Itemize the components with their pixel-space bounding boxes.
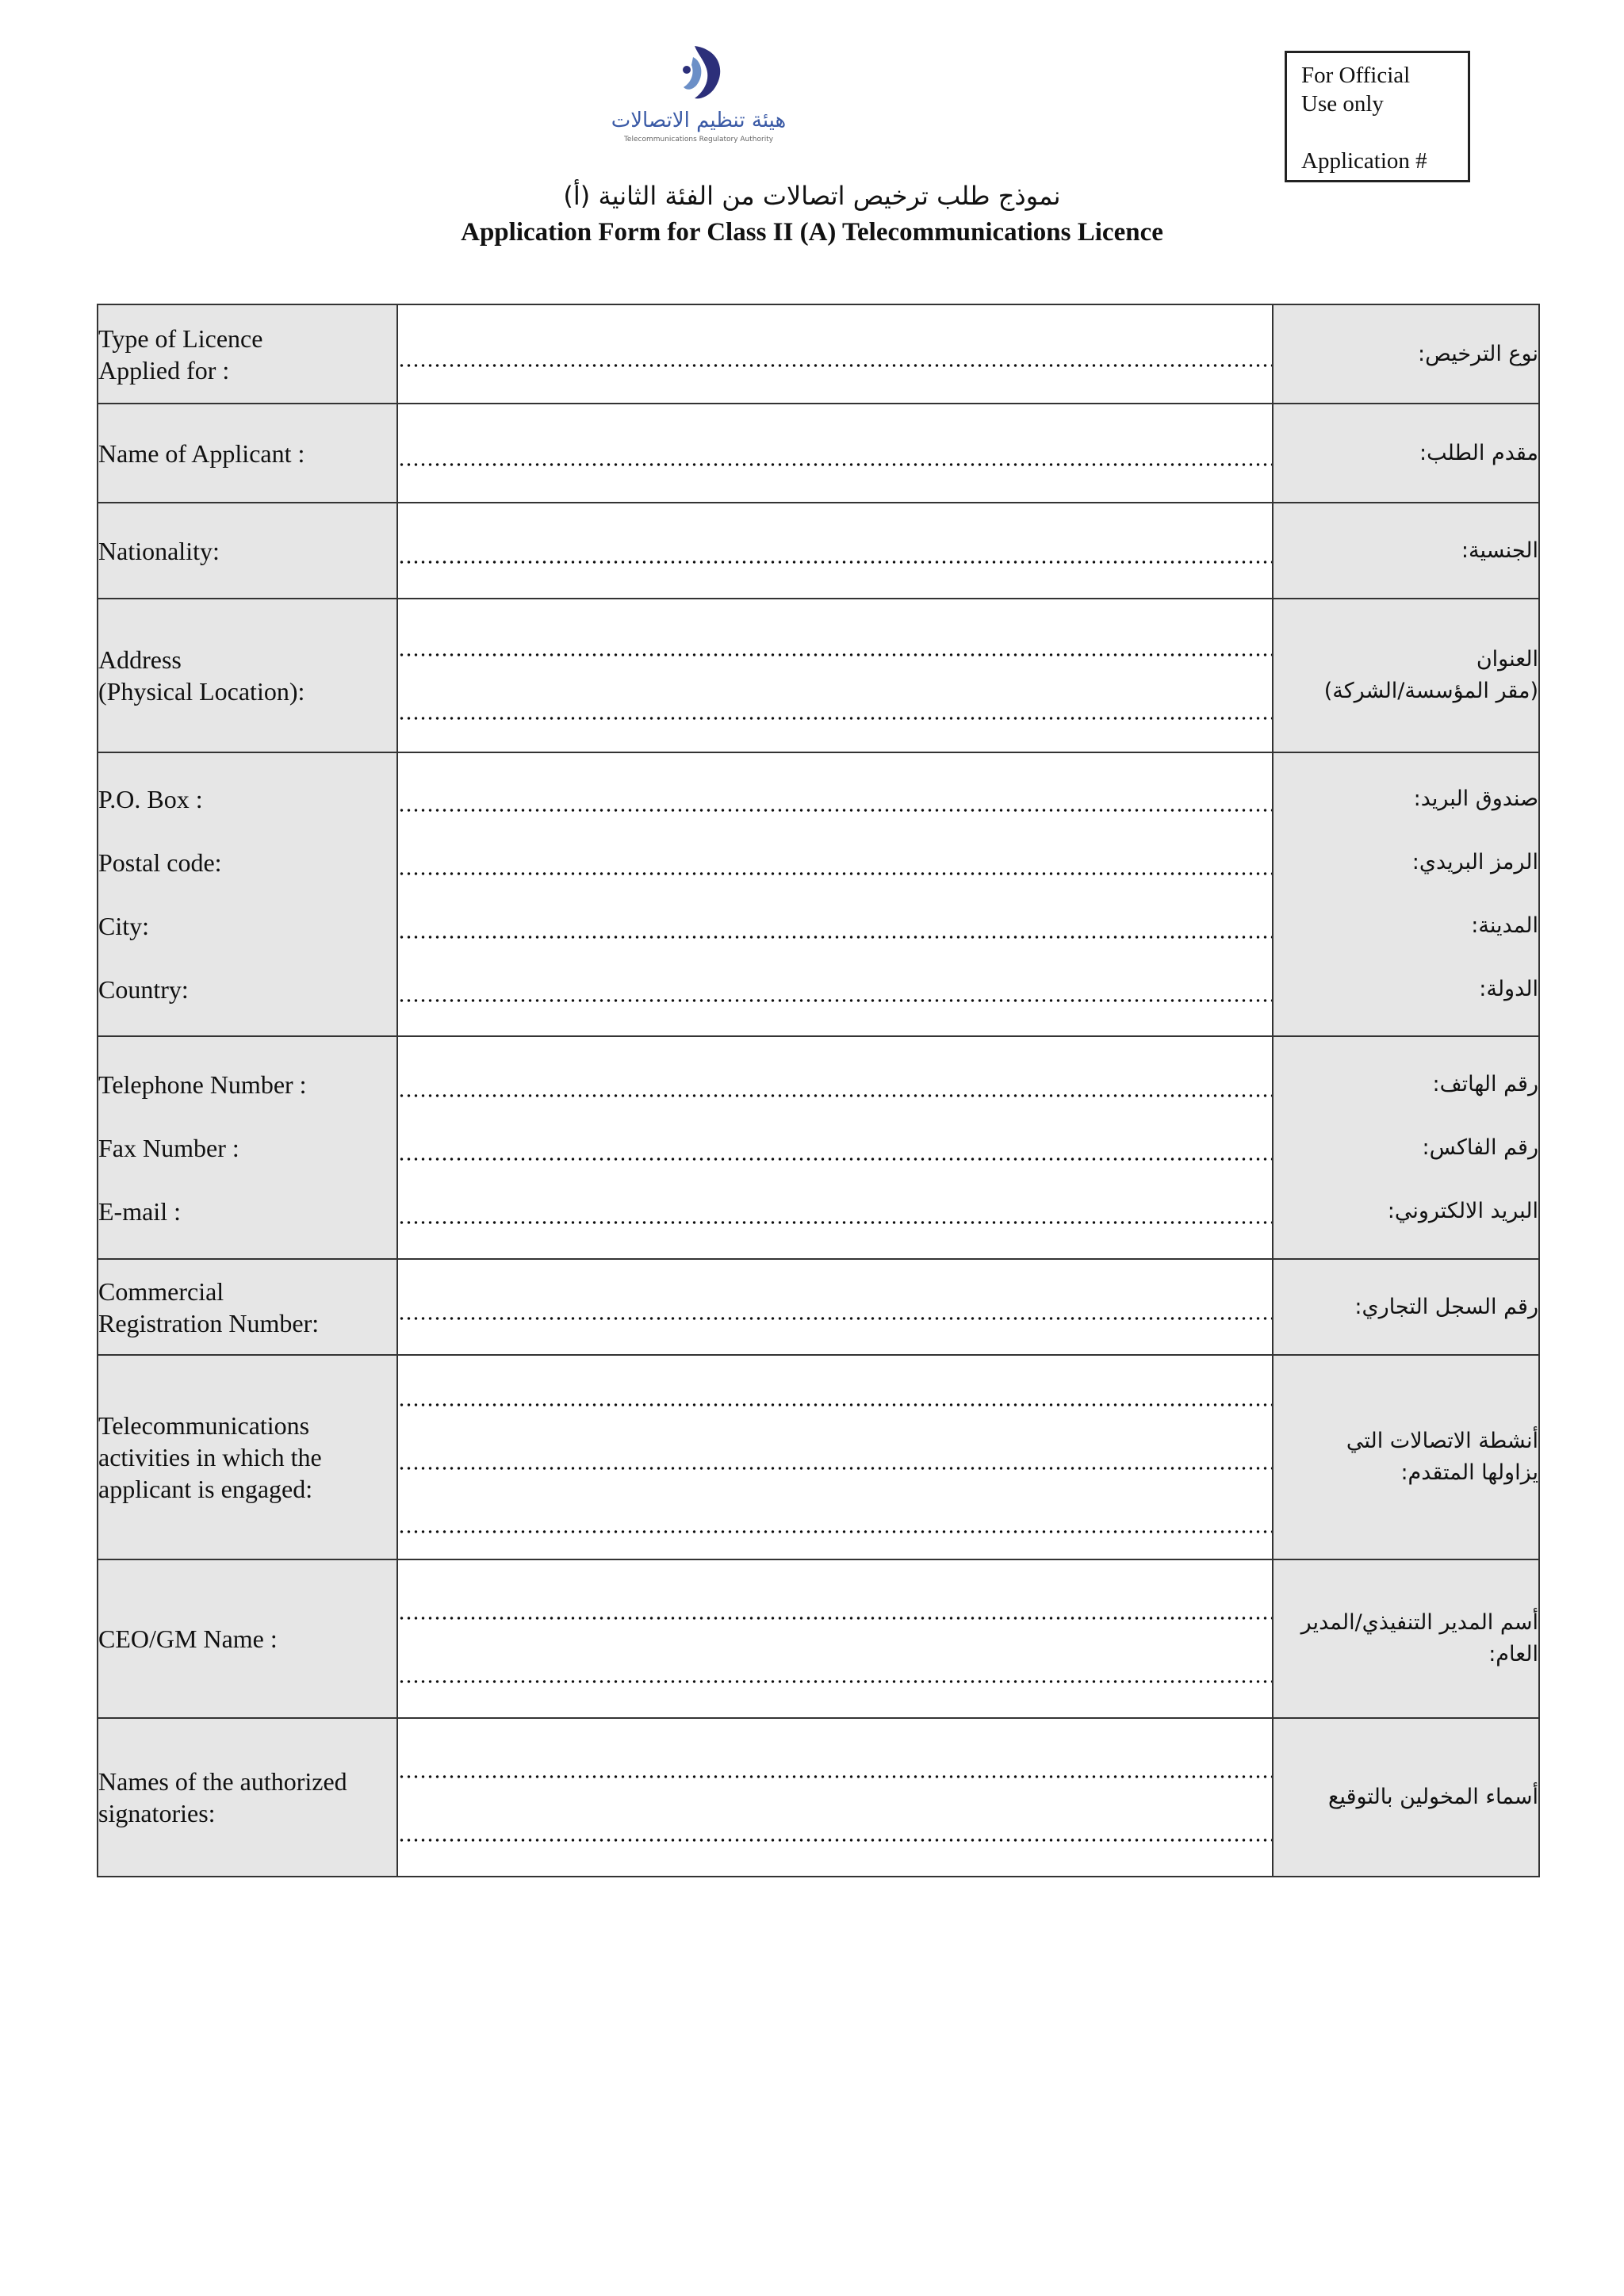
address-field-line-1[interactable] xyxy=(398,612,1272,675)
signatories-field-line-2[interactable] xyxy=(398,1797,1272,1861)
official-use-box xyxy=(1285,51,1470,182)
row-applicant xyxy=(98,404,1539,503)
label-address-ar: العنوان (مقر المؤسسة/الشركة) xyxy=(1273,599,1539,752)
row-signatories xyxy=(98,1718,1539,1877)
fax-field[interactable] xyxy=(398,1116,1272,1180)
form-title-arabic: نموذج طلب ترخيص اتصالات من الفئة الثانية (أ) xyxy=(563,181,1061,211)
activities-field-line-3[interactable] xyxy=(398,1489,1272,1552)
email-field[interactable] xyxy=(398,1180,1272,1243)
row-licence-type xyxy=(98,304,1539,404)
logo-text: هيئة تنظيم الاتصالات xyxy=(611,109,787,132)
label-contact-group xyxy=(98,1036,397,1259)
label-applicant: Name of Applicant : xyxy=(98,404,397,503)
label-address: Address (Physical Location): xyxy=(98,599,397,752)
ceo-field-line-1[interactable] xyxy=(398,1575,1272,1639)
application-form-table xyxy=(97,304,1540,1877)
activities-field-line-2[interactable] xyxy=(398,1425,1272,1489)
label-po-box: P.O. Box : xyxy=(98,785,203,813)
label-nationality: Nationality: xyxy=(98,503,397,599)
label-postal-group xyxy=(98,752,397,1036)
form-title-english: Application Form for Class II (A) Telecommunications Licence xyxy=(461,218,1163,247)
label-country: Country: xyxy=(98,975,189,1004)
label-activities-ar: أنشطة الاتصالات التي يزاولها المتقدم: xyxy=(1273,1355,1539,1559)
city-field[interactable] xyxy=(398,894,1272,958)
label-activities: Telecommunications activities in which the applicant is engaged: xyxy=(98,1355,397,1559)
nationality-field[interactable] xyxy=(398,519,1272,583)
label-ceo: CEO/GM Name : xyxy=(98,1559,397,1718)
po-box-field[interactable] xyxy=(398,767,1272,831)
tra-logo xyxy=(599,38,798,149)
label-contact-group-ar: رقم الهاتف: رقم الفاكس: البريد الالكتروني: xyxy=(1273,1036,1539,1259)
activities-field-line-1[interactable] xyxy=(398,1362,1272,1425)
label-applicant-ar: مقدم الطلب: xyxy=(1273,404,1539,503)
row-postal xyxy=(98,752,1539,1036)
label-postal-group-ar: صندوق البريد: الرمز البريدي: المدينة: الدولة: xyxy=(1273,752,1539,1036)
label-telephone: Telephone Number : xyxy=(98,1070,307,1099)
ceo-field-line-2[interactable] xyxy=(398,1639,1272,1702)
official-line-2: Use only xyxy=(1301,91,1384,117)
label-licence-type: Type of Licence Applied for : xyxy=(98,304,397,404)
telephone-field[interactable] xyxy=(398,1053,1272,1116)
address-field-line-2[interactable] xyxy=(398,675,1272,739)
label-cr-number-ar: رقم السجل التجاري: xyxy=(1273,1259,1539,1355)
label-ceo-ar: أسم المدير التنفيذي/المدير العام: xyxy=(1273,1559,1539,1718)
official-line-1: For Official xyxy=(1301,63,1411,88)
label-city: City: xyxy=(98,912,150,940)
licence-type-field[interactable] xyxy=(398,323,1272,386)
cr-number-field[interactable] xyxy=(398,1276,1272,1339)
logo-subtext: Telecommunications Regulatory Authority xyxy=(623,136,774,144)
country-field[interactable] xyxy=(398,958,1272,1021)
row-ceo xyxy=(98,1559,1539,1718)
label-cr-number: Commercial Registration Number: xyxy=(98,1259,397,1355)
row-contact xyxy=(98,1036,1539,1259)
label-email: E-mail : xyxy=(98,1196,181,1226)
label-signatories: Names of the authorized signatories: xyxy=(98,1718,397,1877)
signatories-field-line-1[interactable] xyxy=(398,1734,1272,1797)
label-nationality-ar: الجنسية: xyxy=(1273,503,1539,599)
applicant-name-field[interactable] xyxy=(398,422,1272,485)
row-cr-number xyxy=(98,1259,1539,1355)
postal-code-field[interactable] xyxy=(398,831,1272,894)
label-licence-type-ar: نوع الترخيص: xyxy=(1273,304,1539,404)
row-address xyxy=(98,599,1539,752)
label-signatories-ar: أسماء المخولين بالتوقيع xyxy=(1273,1718,1539,1877)
row-nationality xyxy=(98,503,1539,599)
application-number-label: Application # xyxy=(1301,148,1427,174)
row-activities xyxy=(98,1355,1539,1559)
label-fax: Fax Number : xyxy=(98,1133,239,1162)
label-postal-code: Postal code: xyxy=(98,848,222,877)
